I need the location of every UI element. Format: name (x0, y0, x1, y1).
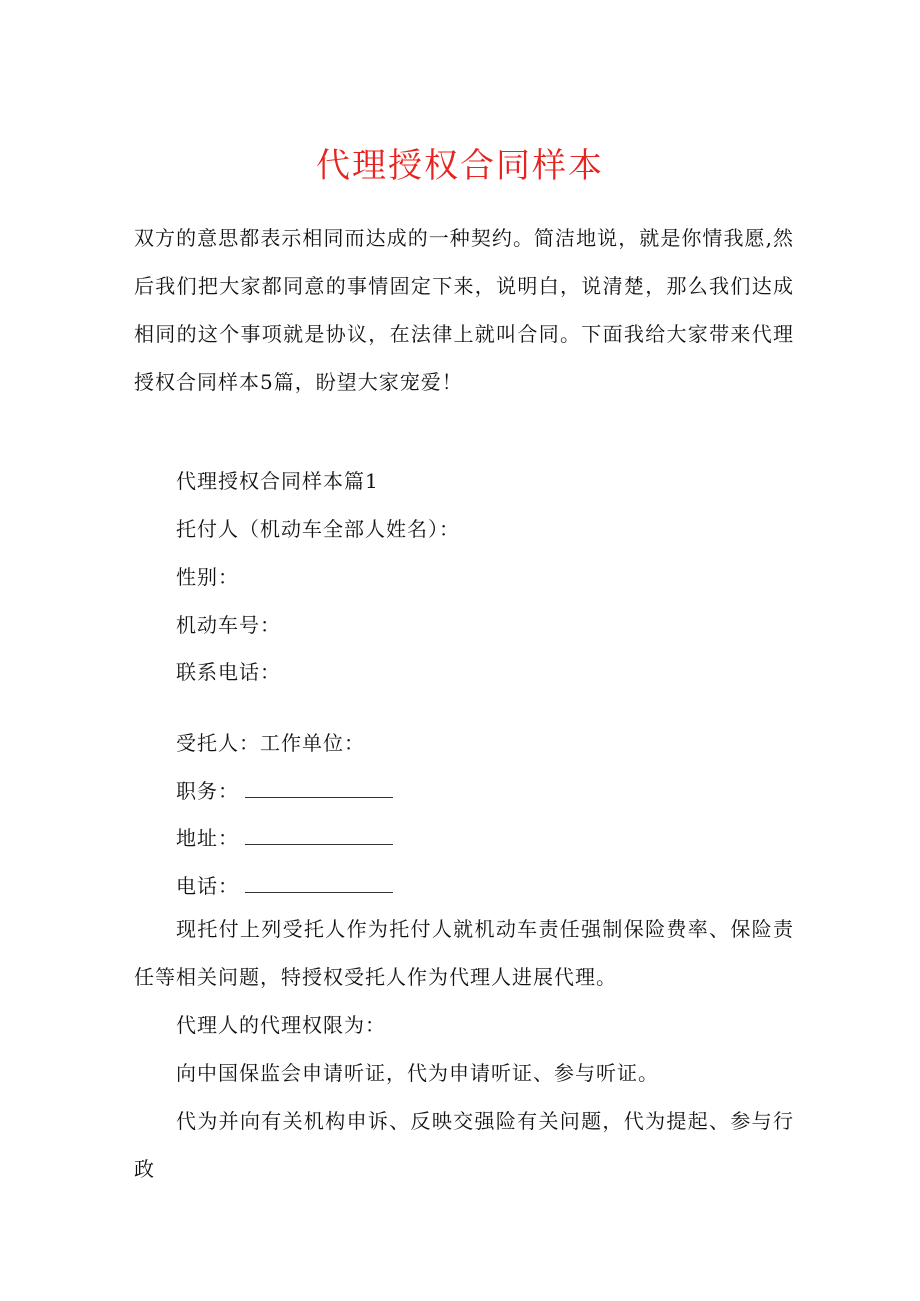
gender-label: 性别： (176, 565, 239, 589)
contact-phone-label: 联系电话： (176, 660, 281, 684)
address-field (176, 822, 393, 851)
intro-paragraph: 双方的意思都表示相同而达成的一种契约。简洁地说，就是你情我愿,然后我们把大家都同意的事情固定下来，说明白，说清楚，那么我们达成相同的这个事项就是协议，在法律上就叫合同。下面我给大家带来代理授权合同样本5篇，盼望大家宠爱！ (134, 226, 794, 394)
phone-blank-line (245, 891, 393, 893)
scope-heading-paragraph: 代理人的代理权限为： (176, 1013, 386, 1037)
appeal-paragraph: 代为并向有关机构申诉、反映交强险有关问题，代为提起、参与行政 (134, 1109, 794, 1181)
document-title: 代理授权合同样本 (316, 146, 604, 186)
section-heading: 代理授权合同样本篇1 (176, 469, 379, 493)
position-label: 职务： (176, 779, 239, 803)
position-field (176, 775, 393, 804)
position-blank-line (245, 796, 393, 798)
address-blank-line (245, 843, 393, 845)
hearing-paragraph: 向中国保监会申请听证，代为申请听证、参与听证。 (176, 1061, 659, 1085)
address-label: 地址： (176, 826, 239, 850)
agent-label: 受托人：工作单位： (176, 731, 365, 755)
phone-label: 电话： (176, 874, 239, 898)
authorization-paragraph: 现托付上列受托人作为托付人就机动车责任强制保险费率、保险责任等相关问题，特授权受托人作为代理人进展代理。 (134, 917, 794, 989)
vehicle-number-label: 机动车号： (176, 613, 281, 637)
phone-field (176, 870, 393, 899)
principal-label: 托付人（机动车全部人姓名）： (176, 517, 460, 541)
